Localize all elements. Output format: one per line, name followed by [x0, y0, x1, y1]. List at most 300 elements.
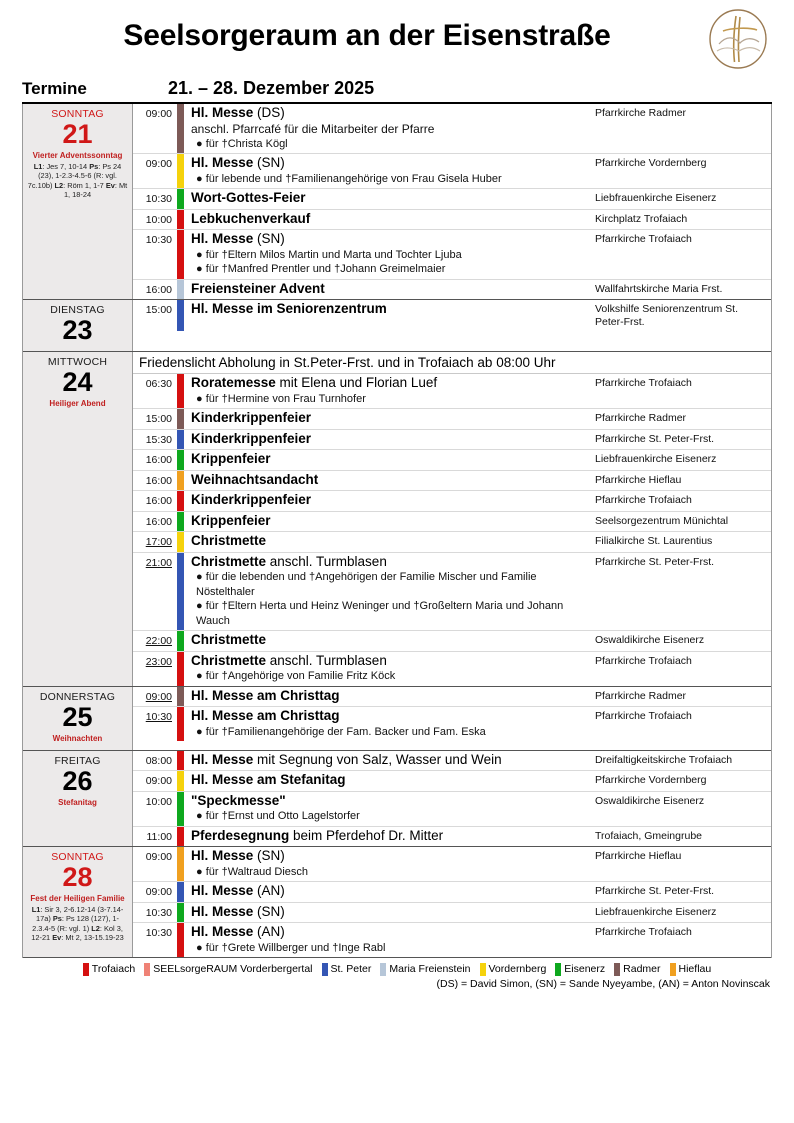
event-location: Pfarrkirche Radmer: [595, 107, 687, 119]
day-number: 21: [62, 119, 93, 149]
event-time: 16:00: [145, 283, 172, 296]
event-text: [191, 154, 591, 188]
event-title: [191, 410, 587, 427]
event-title-main: Christmette: [191, 632, 267, 647]
parish-color-bar: [177, 409, 184, 429]
legend-item: [670, 963, 712, 976]
event-text: [191, 230, 591, 279]
parish-color-bar: [177, 827, 184, 847]
event-title: [191, 772, 587, 789]
event-body: [184, 104, 771, 153]
legend-color-swatch: [380, 963, 386, 976]
day-block: [23, 687, 771, 751]
event-location: Kirchplatz Trofaiach: [595, 212, 688, 225]
event-location: Wallfahrtskirche Maria Frst.: [595, 282, 723, 295]
event-row: [133, 374, 771, 409]
mass-intention: ● für †Christa Kögl: [196, 137, 288, 150]
event-body: [184, 923, 771, 957]
event-text: [191, 553, 591, 631]
event-time: 16:00: [145, 495, 172, 507]
event-title-main: Hl. Messe: [191, 155, 254, 170]
legend-item: [614, 963, 660, 976]
day-events: [133, 104, 771, 299]
day-events: [133, 300, 771, 351]
event-location: Liebfrauenkirche Eisenerz: [595, 192, 717, 204]
event-body: [184, 553, 771, 631]
day-events: [133, 352, 771, 686]
legend-label: Vordernberg: [488, 963, 547, 975]
mass-intention: ● für †Familienangehörige der Fam. Backer und Fam. Eska: [196, 725, 486, 738]
event-row: [133, 792, 771, 827]
event-row: [133, 553, 771, 632]
event-text: [191, 450, 591, 470]
event-time: 09:00: [145, 886, 172, 898]
event-title-main: Pferdesegnung: [191, 827, 290, 843]
event-title-main: Weihnachtsandacht: [191, 471, 319, 487]
parish-color-bar: [177, 210, 184, 230]
event-time: 16:00: [145, 474, 172, 487]
event-time: 15:00: [145, 304, 172, 316]
day-date-cell: [23, 104, 133, 299]
legend-item: [83, 963, 135, 976]
event-text: [191, 512, 591, 532]
event-title-main: Roratemesse: [191, 375, 276, 390]
mass-intention: ● für †Angehörige von Familie Fritz Köck: [196, 670, 396, 682]
feast-name: Heiliger Abend: [49, 399, 106, 408]
event-title: [191, 513, 587, 530]
masthead: [0, 0, 794, 78]
legend-item: [322, 963, 372, 976]
cross-landscape-circle-logo: [707, 8, 769, 70]
legend-label: SEELsorgeRAUM Vorderbergertal: [153, 963, 313, 975]
parish-color-bar: [177, 652, 184, 686]
event-title-suffix: (AN): [253, 924, 285, 939]
event-text: [191, 827, 591, 847]
event-title-main: Hl. Messe: [191, 883, 254, 898]
parish-color-bar: [177, 154, 184, 188]
day-date-cell: [23, 847, 133, 957]
event-time: 06:30: [145, 378, 172, 390]
event-text: [191, 923, 591, 957]
parish-color-bar: [177, 792, 184, 826]
parish-color-bar: [177, 189, 184, 209]
event-title-suffix: (SN): [253, 903, 285, 919]
event-title-suffix: (SN): [253, 155, 285, 170]
event-row: [133, 280, 771, 300]
day-block: [23, 352, 771, 687]
event-title-suffix: anschl. Turmblasen: [266, 553, 387, 569]
event-text: [191, 189, 591, 209]
event-title: [191, 793, 587, 810]
event-title-main: Hl. Messe: [191, 848, 254, 863]
parish-color-bar: [177, 553, 184, 631]
schedule-table: [22, 104, 772, 958]
event-body: [184, 512, 771, 532]
day-events: [133, 751, 771, 847]
event-location: Filialkirche St. Laurentius: [595, 535, 713, 547]
event-title-main: Christmette: [191, 652, 267, 668]
event-body: [184, 903, 771, 923]
event-title-suffix: (AN): [253, 883, 285, 898]
feast-name: Weihnachten: [52, 733, 103, 743]
day-events: [133, 687, 771, 750]
event-time: 22:00: [145, 635, 172, 647]
event-text: [191, 210, 591, 230]
event-title-suffix: mit Elena und Florian Luef: [275, 375, 438, 390]
day-of-week: DIENSTAG: [50, 304, 105, 316]
event-row: [133, 154, 771, 189]
event-location: Pfarrkirche Trofaiach: [595, 494, 692, 506]
event-title-main: Hl. Messe: [191, 231, 254, 246]
event-title: [191, 211, 587, 228]
event-title-main: Christmette: [191, 533, 267, 548]
parish-color-bar: [177, 707, 184, 741]
event-location: Pfarrkirche Vordernberg: [595, 774, 707, 786]
feast-name: Vierter Adventssonntag: [32, 151, 123, 160]
event-time: 15:30: [145, 433, 172, 446]
event-location: Oswaldikirche Eisenerz: [595, 634, 705, 646]
event-time: 16:00: [145, 515, 172, 528]
event-title-suffix: (SN): [253, 848, 285, 863]
event-location: Pfarrkirche Vordernberg: [595, 157, 707, 169]
legend-item: [480, 963, 547, 976]
event-time: 10:00: [145, 795, 172, 808]
event-title: [191, 105, 587, 122]
event-row: [133, 827, 771, 847]
event-title: [191, 924, 587, 941]
event-body: [184, 430, 771, 450]
event-title-main: "Speckmesse": [191, 792, 286, 808]
event-time: 10:30: [145, 234, 172, 246]
parish-color-bar: [177, 491, 184, 511]
day-of-week: SONNTAG: [51, 108, 104, 120]
event-title-main: Freiensteiner Advent: [191, 280, 325, 296]
event-title: [191, 451, 587, 468]
event-body: [184, 471, 771, 491]
event-title: [191, 190, 587, 207]
event-title-main: Hl. Messe: [191, 105, 254, 120]
event-title: [191, 848, 587, 865]
parish-color-bar: [177, 450, 184, 470]
date-range: 21. – 28. Dezember 2025: [168, 78, 375, 98]
day-of-week: SONNTAG: [51, 851, 104, 863]
event-text: [191, 300, 591, 331]
event-text: [191, 374, 591, 408]
event-location: Pfarrkirche St. Peter-Frst.: [595, 555, 715, 568]
termine-label: Termine: [22, 79, 87, 98]
event-title-main: Christmette: [191, 553, 267, 569]
event-location: Pfarrkirche Trofaiach: [595, 710, 692, 722]
event-title-main: Hl. Messe am Christtag: [191, 708, 340, 723]
parish-color-bar: [177, 471, 184, 491]
legend-label: Trofaiach: [91, 963, 136, 975]
day-date-cell: [23, 352, 133, 686]
parish-color-bar: [177, 230, 184, 279]
event-row: [133, 751, 771, 772]
subheader: [0, 78, 794, 102]
event-text: [191, 792, 591, 826]
day-events: [133, 847, 771, 957]
event-time: 08:00: [145, 754, 172, 767]
event-location: Seelsorgezentrum Münichtal: [595, 514, 729, 527]
event-location: Pfarrkirche Trofaiach: [595, 377, 692, 389]
event-text: [191, 532, 591, 552]
event-body: [184, 210, 771, 230]
day-block: [23, 104, 771, 300]
event-location: Oswaldikirche Eisenerz: [595, 794, 705, 807]
event-row: [133, 430, 771, 451]
event-title-main: Hl. Messe: [191, 924, 254, 939]
parish-color-bar: [177, 923, 184, 957]
event-time: 17:00: [145, 536, 172, 548]
event-row: [133, 210, 771, 231]
event-location: Pfarrkirche Radmer: [595, 412, 687, 424]
event-body: [184, 707, 771, 741]
event-location: Pfarrkirche Trofaiach: [595, 926, 692, 938]
legend-item: [380, 963, 470, 976]
event-time: 15:00: [145, 413, 172, 425]
event-body: [184, 154, 771, 188]
day-banner-note: Friedenslicht Abholung in St.Peter-Frst. und in Trofaiach ab 08:00 Uhr: [133, 352, 771, 374]
event-text: [191, 430, 591, 450]
event-title-suffix: (SN): [253, 231, 285, 246]
event-location: Pfarrkirche Trofaiach: [595, 233, 692, 245]
event-title: [191, 554, 587, 571]
parish-color-bar: [177, 847, 184, 881]
event-location: Pfarrkirche St. Peter-Frst.: [595, 432, 715, 445]
event-title-main: Krippenfeier: [191, 451, 271, 466]
event-title: [191, 883, 587, 900]
event-location: Liebfrauenkirche Eisenerz: [595, 453, 717, 465]
mass-intention: ● für lebende und †Familienangehörige von Frau Gisela Huber: [196, 172, 502, 185]
day-block: [23, 751, 771, 848]
mass-intention: ● für †Eltern Herta und Heinz Weninger und †Großeltern Maria und Johann Wauch: [196, 600, 564, 627]
event-title-main: Krippenfeier: [191, 512, 271, 528]
event-row: [133, 471, 771, 492]
event-title-main: Hl. Messe im Seniorenzentrum: [191, 301, 387, 316]
event-location: Liebfrauenkirche Eisenerz: [595, 905, 717, 918]
event-body: [184, 827, 771, 847]
event-text: [191, 707, 591, 741]
event-location: Trofaiach, Gmeingrube: [595, 829, 702, 842]
event-text: [191, 280, 591, 300]
event-body: [184, 652, 771, 686]
event-body: [184, 792, 771, 826]
event-title: [191, 301, 587, 318]
celebrants-note: (DS) = David Simon, (SN) = Sande Nyeyambe, (AN) = Anton Novinscak: [436, 978, 770, 990]
event-row: [133, 532, 771, 553]
legend-color-swatch: [83, 963, 89, 976]
feast-name: Fest der Heiligen Familie: [30, 894, 125, 903]
event-location: Dreifaltigkeitskirche Trofaiach: [595, 753, 733, 766]
event-location: Pfarrkirche St. Peter-Frst.: [595, 885, 715, 897]
event-title-main: Hl. Messe am Christtag: [191, 687, 340, 703]
event-body: [184, 687, 771, 707]
event-title: [191, 281, 587, 298]
page-title: Seelsorgeraum an der Eisenstraße: [123, 19, 611, 52]
event-row: [133, 230, 771, 280]
event-title: [191, 431, 587, 448]
event-row: [133, 771, 771, 792]
event-title-suffix: (DS): [253, 105, 285, 120]
event-time: 09:00: [145, 158, 172, 170]
event-time: 11:00: [146, 830, 172, 843]
day-number: 25: [62, 701, 93, 732]
event-title: [191, 533, 587, 550]
legend-color-swatch: [614, 963, 620, 976]
day-number: 28: [62, 862, 93, 892]
event-time: 10:30: [145, 906, 172, 919]
event-row: [133, 189, 771, 210]
event-row: [133, 491, 771, 512]
day-block: [23, 300, 771, 352]
event-body: [184, 532, 771, 552]
event-body: [184, 882, 771, 902]
parish-color-bar: [177, 512, 184, 532]
event-title-main: Hl. Messe: [191, 903, 254, 919]
legend-item: [555, 963, 605, 976]
event-title: [191, 632, 587, 649]
day-block: [23, 847, 771, 958]
parish-color-bar: [177, 280, 184, 300]
legend-label: St. Peter: [330, 963, 372, 975]
event-title-main: Hl. Messe am Stefanitag: [191, 772, 346, 787]
event-title: [191, 155, 587, 172]
legend-color-swatch: [670, 963, 676, 976]
parish-color-bar: [177, 374, 184, 408]
legend-color-swatch: [480, 963, 486, 976]
event-time: 23:00: [145, 655, 172, 668]
day-date-cell: [23, 751, 133, 847]
event-location: Volkshilfe Seniorenzentrum St. Peter-Frst.: [595, 303, 738, 328]
parish-color-bar: [177, 104, 184, 153]
day-number: 23: [62, 315, 93, 345]
legend-label: Radmer: [623, 963, 661, 975]
mass-intention: ● für †Eltern Milos Martin und Marta und Tochter Ljuba: [196, 248, 462, 261]
mass-intention: ● für die lebenden und †Angehörigen der Familie Mischer und Familie Nöstelthaler: [196, 571, 537, 598]
event-location: Pfarrkirche Hieflau: [595, 473, 682, 486]
event-time: 09:00: [145, 690, 172, 703]
event-body: [184, 847, 771, 881]
event-body: [184, 280, 771, 300]
event-text: [191, 409, 591, 429]
event-title: [191, 752, 587, 769]
event-text: [191, 491, 591, 511]
event-title: [191, 904, 587, 921]
event-row: [133, 512, 771, 533]
event-time: 10:30: [145, 711, 172, 723]
day-number: 24: [62, 367, 93, 397]
event-title-main: Kinderkrippenfeier: [191, 410, 312, 425]
event-row: [133, 903, 771, 924]
event-row: [133, 923, 771, 957]
mass-intention: ● für †Waltraud Diesch: [196, 865, 308, 878]
legend-items: [22, 963, 772, 976]
event-body: [184, 751, 771, 771]
event-title-main: Kinderkrippenfeier: [191, 430, 312, 446]
mass-intention: ● für †Manfred Prentler und †Johann Greimelmaier: [196, 263, 446, 275]
event-row: [133, 631, 771, 652]
event-body: [184, 771, 771, 791]
parish-color-bar: [177, 532, 184, 552]
event-time: 09:00: [145, 775, 172, 787]
event-title-main: Kinderkrippenfeier: [191, 492, 312, 507]
event-title: [191, 492, 587, 509]
event-title: [191, 653, 587, 670]
event-time: 21:00: [145, 556, 172, 569]
event-text: [191, 847, 591, 881]
event-location: Pfarrkirche Radmer: [595, 689, 687, 702]
mass-intention: ● für †Hermine von Frau Turnhofer: [196, 392, 366, 405]
day-date-cell: [23, 300, 133, 351]
event-location: Pfarrkirche Hieflau: [595, 850, 682, 862]
mass-intention: ● für †Grete Willberger und †Inge Rabl: [196, 941, 386, 954]
event-text: [191, 771, 591, 791]
event-row: [133, 104, 771, 154]
event-title-suffix: beim Pferdehof Dr. Mitter: [289, 827, 444, 843]
event-time: 16:00: [145, 454, 172, 466]
event-title: [191, 708, 587, 725]
parish-color-bar: [177, 631, 184, 651]
event-title: [191, 828, 587, 845]
liturgical-readings: L1: Sir 3, 2-6.12-14 (3-7.14-17a) Ps: Ps 128 (127), 1-2.3.4-5 (R: vgl. 1) L2: Kol 3, 12-21 Ev: Mt 2, 13-15.19-23: [31, 905, 124, 943]
event-body: [184, 450, 771, 470]
legend-color-swatch: [555, 963, 561, 976]
day-of-week: DONNERSTAG: [39, 690, 116, 703]
event-body: [184, 631, 771, 651]
mass-intention: ● für †Ernst und Otto Lagelstorfer: [196, 810, 360, 822]
feast-name: Stefanitag: [58, 797, 97, 807]
event-row: [133, 707, 771, 741]
event-row: [133, 882, 771, 903]
parish-color-bar: [177, 687, 184, 707]
event-time: 10:30: [145, 193, 172, 205]
event-title: [191, 375, 587, 392]
legend-label: Hieflau: [678, 963, 712, 975]
event-title: [191, 472, 587, 489]
event-row: [133, 847, 771, 882]
parish-color-bar: [177, 430, 184, 450]
event-body: [184, 409, 771, 429]
parish-color-bar: [177, 751, 184, 771]
liturgical-readings: L1: Jes 7, 10-14 Ps: Ps 24 (23), 1-2.3-4.5-6 (R: vgl. 7c.10b) L2: Röm 1, 1-7 Ev: Mt 1, 18-24: [27, 162, 128, 200]
event-text: [191, 471, 591, 491]
event-text: [191, 687, 591, 707]
event-title-suffix: mit Segnung von Salz, Wasser und Wein: [253, 751, 502, 767]
event-time: 09:00: [145, 108, 172, 120]
parish-color-bar: [177, 771, 184, 791]
event-body: [184, 230, 771, 279]
day-of-week: MITTWOCH: [47, 356, 108, 368]
legend-color-swatch: [322, 963, 328, 976]
legend: [22, 963, 772, 990]
event-body: [184, 374, 771, 408]
event-row: [133, 687, 771, 708]
event-row: [133, 450, 771, 471]
event-time: 09:00: [145, 851, 172, 863]
event-body: [184, 491, 771, 511]
legend-color-swatch: [144, 963, 150, 976]
event-body: [184, 189, 771, 209]
event-text: [191, 652, 591, 686]
parish-color-bar: [177, 300, 184, 331]
event-title-main: Hl. Messe: [191, 751, 254, 767]
event-text: [191, 631, 591, 651]
legend-label: Eisenerz: [564, 963, 606, 975]
event-title: [191, 231, 587, 248]
event-title-main: Wort-Gottes-Feier: [191, 190, 306, 205]
event-text: [191, 104, 591, 153]
